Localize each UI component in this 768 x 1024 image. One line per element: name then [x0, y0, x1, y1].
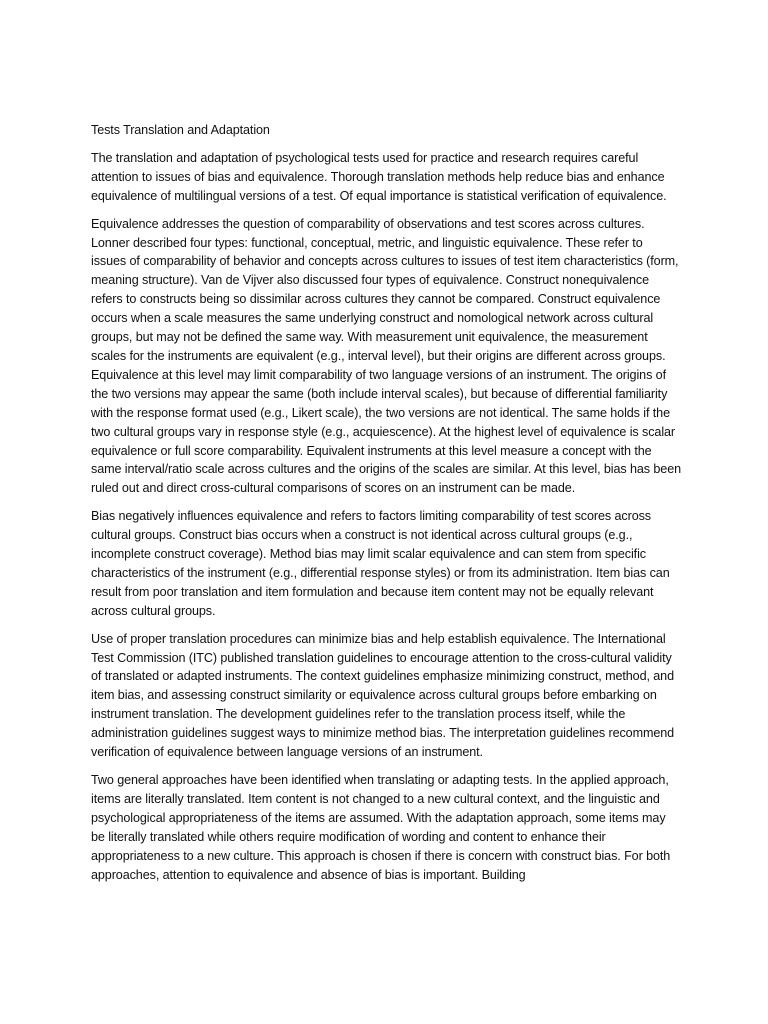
document-body	[91, 121, 681, 893]
paragraph-bias: Bias negatively influences equivalence and refers to factors limiting comparability of test scores across cultural groups. Construct bias occurs when a construct is not identical across cultural groups (e.g., incomplete construct coverage). Method bias may limit scalar equivalence and can stem from specific characteristics of the instrument (e.g., differential response styles) or from its administration. Item bias can result from poor translation and item formulation and because item content may not be equally relevant across cultural groups.	[91, 509, 670, 618]
document-title: Tests Translation and Adaptation	[91, 123, 270, 137]
paragraph-translation-procedures: Use of proper translation procedures can minimize bias and help establish equivalence. The International Test Commission (ITC) published translation guidelines to encourage attention to the cross-cultural validity of translated or adapted instruments. The context guidelines emphasize minimizing construct, method, and item bias, and assessing construct similarity or equivalence across cultural groups before embarking on instrument translation. The development guidelines refer to the translation process itself, while the administration guidelines suggest ways to minimize method bias. The interpretation guidelines recommend verification of equivalence between language versions of an instrument.	[91, 631, 675, 760]
paragraph-equivalence: Equivalence addresses the question of comparability of observations and test scores across cultures. Lonner described four types: functional, conceptual, metric, and linguistic equivalence. These refer to issues of comparability of behavior and concepts across cultures to issues of test item characteristics (form, meaning structure). Van de Vijver also discussed four types of equivalence. Construct nonequivalence refers to constructs being so dissimilar across cultures they cannot be compared. Construct equivalence occurs when a scale measures the same underlying construct and nomological network across cultural groups, but may not be defined the same way. With measurement unit equivalence, the measurement scales for the instruments are equivalent (e.g., interval level), but their origins are different across groups. Equivalence at this level may limit comparability of two language versions of an instrument. The origins of the two versions may appear the same (both include interval scales), but because of differential familiarity with the response format used (e.g., Likert scale), the two versions are not identical. The same holds if the two cultural groups vary in response style (e.g., acquiescence). At the highest level of equivalence is scalar equivalence or full score comparability. Equivalent instruments at this level measure a concept with the same interval/ratio scale across cultures and the origins of the scales are similar. At this level, bias has been ruled out and direct cross-cultural comparisons of scores on an instrument can be made.	[91, 216, 681, 496]
paragraph-intro: The translation and adaptation of psychological tests used for practice and research requires careful attention to issues of bias and equivalence. Thorough translation methods help reduce bias and enhance equivalence of multilingual versions of a test. Of equal importance is statistical verification of equivalence.	[91, 150, 667, 203]
paragraph-approaches: Two general approaches have been identified when translating or adapting tests. In the applied approach, items are literally translated. Item content is not changed to a new cultural context, and the linguistic and psychological appropriateness of the items are assumed. With the adaptation approach, some items may be literally translated while others require modification of wording and content to enhance their appropriateness to a new culture. This approach is chosen if there is concern with construct bias. For both approaches, attention to equivalence and absence of bias is important. Building	[91, 773, 671, 882]
